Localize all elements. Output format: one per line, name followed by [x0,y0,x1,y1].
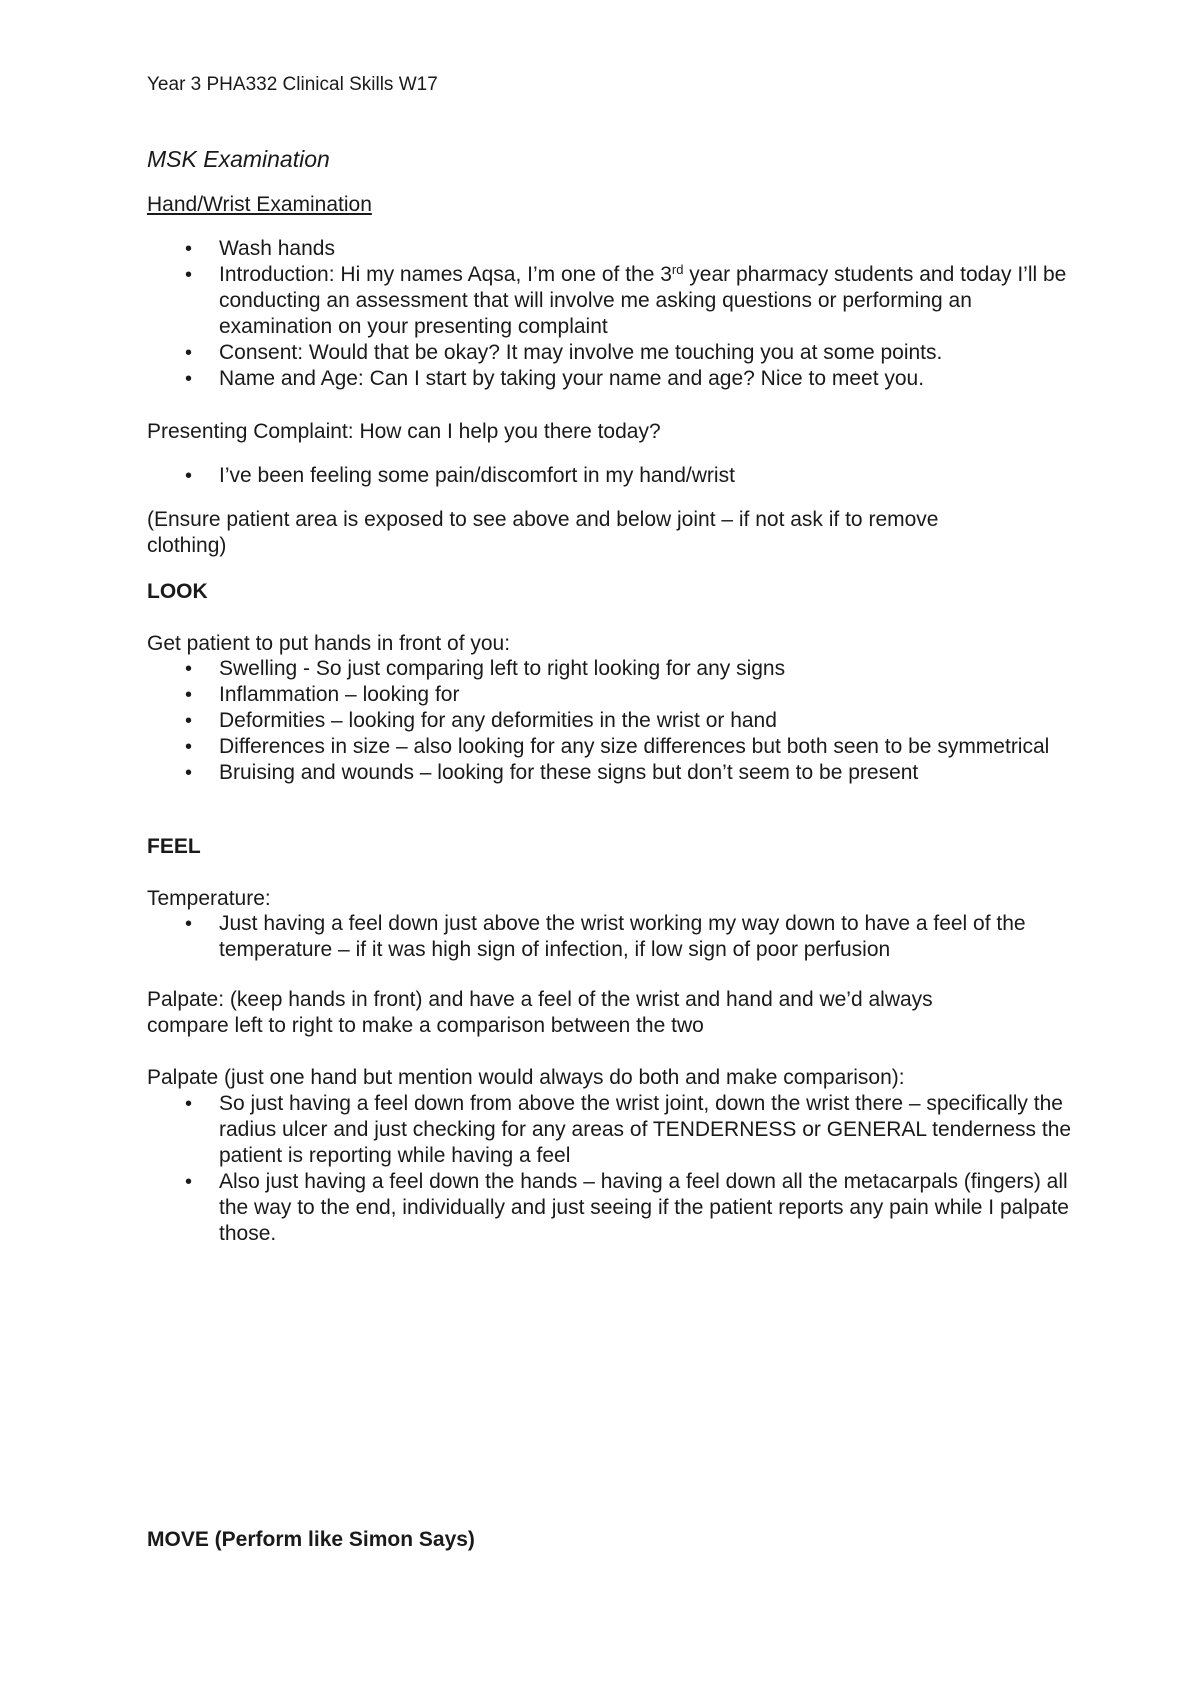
list-item [147,911,1077,963]
bullet-icon: • [185,465,193,487]
bullet-icon: • [185,264,193,286]
list-item [147,682,1077,708]
list-item-text: Also just having a feel down the hands – having a feel down all the metacarpals (fingers) all the way to the end, individually and just seeing if the patient reports any pain while I palpate those. [219,1170,1069,1245]
bullet-icon: • [185,238,193,260]
list-item [147,760,1077,786]
list-item-text: Just having a feel down just above the wrist working my way down to have a feel of the temperature – if it was high sign of infection, if low sign of poor perfusion [219,912,1026,961]
list-item-text: So just having a feel down from above the wrist joint, down the wrist there – specifically the radius ulcer and just checking for any areas of TENDERNESS or GENERAL tenderness the patient is reporting while having a feel [219,1092,1072,1167]
palpate-note: Palpate: (keep hands in front) and have a feel of the wrist and hand and we’d always compare left to right to make a comparison between the two [147,988,933,1037]
presenting-complaint-list [147,463,1077,489]
list-item-text: Differences in size – also looking for any size differences but both seen to be symmetrical [219,735,1050,758]
look-instruction: Get patient to put hands in front of you: [147,632,511,655]
list-item-text: Consent: Would that be okay? It may involve me touching you at some points. [219,341,943,364]
look-list [147,656,1077,786]
bullet-icon: • [185,913,193,935]
document-header: Year 3 PHA332 Clinical Skills W17 [147,74,438,95]
list-item-text: Bruising and wounds – looking for these signs but don’t seem to be present [219,761,919,784]
bullet-icon: • [185,368,193,390]
palpate-list [147,1091,1077,1247]
list-item [147,366,1077,392]
list-item-text: Swelling - So just comparing left to right looking for any signs [219,657,786,680]
list-item-text: Wash hands [219,237,335,260]
list-item [147,262,1077,340]
list-item [147,236,1077,262]
feel-heading: FEEL [147,835,201,858]
list-item-text: Deformities – looking for any deformities in the wrist or hand [219,709,777,732]
bullet-icon: • [185,684,193,706]
list-item [147,1169,1077,1247]
bullet-icon: • [185,1093,193,1115]
list-item [147,656,1077,682]
exposure-note: (Ensure patient area is exposed to see above and below joint – if not ask if to remove clothing) [147,508,939,557]
document-title: MSK Examination [147,146,330,172]
list-item-text: Name and Age: Can I start by taking your name and age? Nice to meet you. [219,367,925,390]
bullet-icon: • [185,762,193,784]
bullet-icon: • [185,710,193,732]
list-item-text: Inflammation – looking for [219,683,460,706]
list-item-text: Introduction: Hi my names Aqsa, I’m one of the 3 [219,263,672,286]
bullet-icon: • [185,1171,193,1193]
list-item [147,1091,1077,1169]
list-item [147,734,1077,760]
ordinal-superscript: rd [671,262,684,277]
section-subheading: Hand/Wrist Examination [147,193,372,216]
palpate-label: Palpate (just one hand but mention would always do both and make comparison): [147,1066,905,1089]
bullet-icon: • [185,342,193,364]
list-item [147,463,1077,489]
list-item [147,340,1077,366]
look-heading: LOOK [147,580,208,603]
list-item-text: I’ve been feeling some pain/discomfort in my hand/wrist [219,464,735,487]
move-heading: MOVE (Perform like Simon Says) [147,1528,475,1551]
list-item [147,708,1077,734]
temperature-label: Temperature: [147,887,271,910]
intro-list [147,236,1077,392]
presenting-complaint-question: Presenting Complaint: How can I help you there today? [147,420,661,443]
temperature-list [147,911,1077,963]
bullet-icon: • [185,658,193,680]
list-item-text: year pharmacy students and today I’ll be conducting an assessment that will involve me asking questions or performing an examination on your presenting complaint [219,263,1067,338]
bullet-icon: • [185,736,193,758]
